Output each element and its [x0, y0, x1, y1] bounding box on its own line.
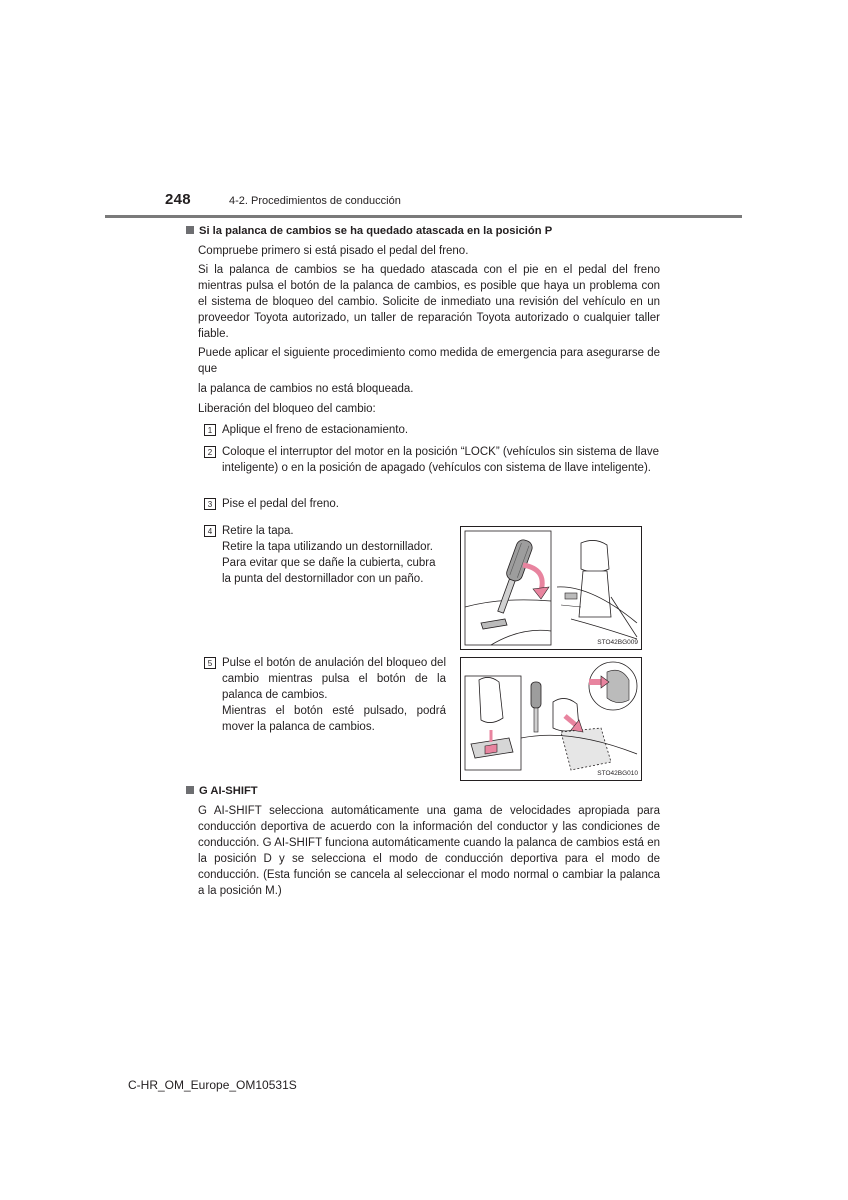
figure-remove-cap	[460, 526, 642, 650]
section-title: 4-2. Procedimientos de conducción	[229, 195, 401, 207]
section-heading-g-ai-shift	[186, 785, 258, 797]
step-text: Pise el pedal del freno.	[222, 498, 339, 510]
step-number-box: 5	[204, 657, 216, 669]
figure-shift-lock-override	[460, 657, 642, 781]
step-text: Pulse el botón de anulación del bloqueo del cambio mientras pulsa el botón de la palanca de cambios.	[222, 657, 446, 701]
paragraph: Compruebe primero si está pisado el pedal del freno.	[198, 245, 469, 257]
bullet-square-icon	[186, 786, 194, 794]
figure-code: STO42BG010	[597, 770, 638, 777]
step-text: Retire la tapa.	[222, 525, 294, 537]
heading-text: G AI-SHIFT	[199, 785, 258, 797]
paragraph: Si la palanca de cambios se ha quedado atascada con el pie en el pedal del freno mientras pulsa el botón de la palanca de cambios, es posible que haya un problema con el sistema de bloqueo del cambio. Solicite de inmediato una revisión del vehículo en un proveedor Toyota autorizado, un taller de reparación Toyota autorizado o cualquier taller fiable.	[198, 264, 660, 340]
step-subtext: Retire la tapa utilizando un destornillador. Para evitar que se dañe la cubierta, cubra la punta del destornillador con un paño.	[222, 541, 436, 585]
step-subtext: Mientras el botón esté pulsado, podrá mover la palanca de cambios.	[222, 705, 446, 733]
heading-text: Si la palanca de cambios se ha quedado atascada en la posición P	[199, 225, 553, 237]
document-code: C-HR_OM_Europe_OM10531S	[128, 1078, 297, 1092]
paragraph: la palanca de cambios no está bloqueada.	[198, 383, 414, 395]
step-number-box: 3	[204, 498, 216, 510]
bullet-square-icon	[186, 226, 194, 234]
illustration-screwdriver-cap	[461, 527, 641, 649]
illustration-shift-lock-release	[461, 658, 641, 780]
section-heading-p-stuck	[186, 225, 552, 237]
step-text: Aplique el freno de estacionamiento.	[222, 424, 409, 436]
step-text: Coloque el interruptor del motor en la posición “LOCK” (vehículos sin sistema de llave inteligente) o en la posición de apagado (vehículos con sistema de llave inteligente).	[222, 446, 659, 474]
step-number-box: 2	[204, 446, 216, 458]
header-divider	[105, 215, 742, 218]
step-number-box: 1	[204, 424, 216, 436]
paragraph: Liberación del bloqueo del cambio:	[198, 403, 376, 415]
figure-code: STO42BG009	[597, 639, 638, 646]
paragraph: Puede aplicar el siguiente procedimiento como medida de emergencia para asegurarse de que	[198, 347, 660, 375]
step-number-box: 4	[204, 525, 216, 537]
paragraph: G AI-SHIFT selecciona automáticamente una gama de velocidades apropiada para conducción deportiva de acuerdo con la información del conductor y las condiciones de conducción. G AI-SHIFT funciona automáticamente cuando la palanca de cambios está en la posición D y se selecciona el modo de conducción deportiva para el modo de conducción. (Esta función se cancela al seleccionar el modo normal o cambiar la palanca a la posición M.)	[198, 805, 660, 897]
page-number: 248	[165, 191, 191, 208]
